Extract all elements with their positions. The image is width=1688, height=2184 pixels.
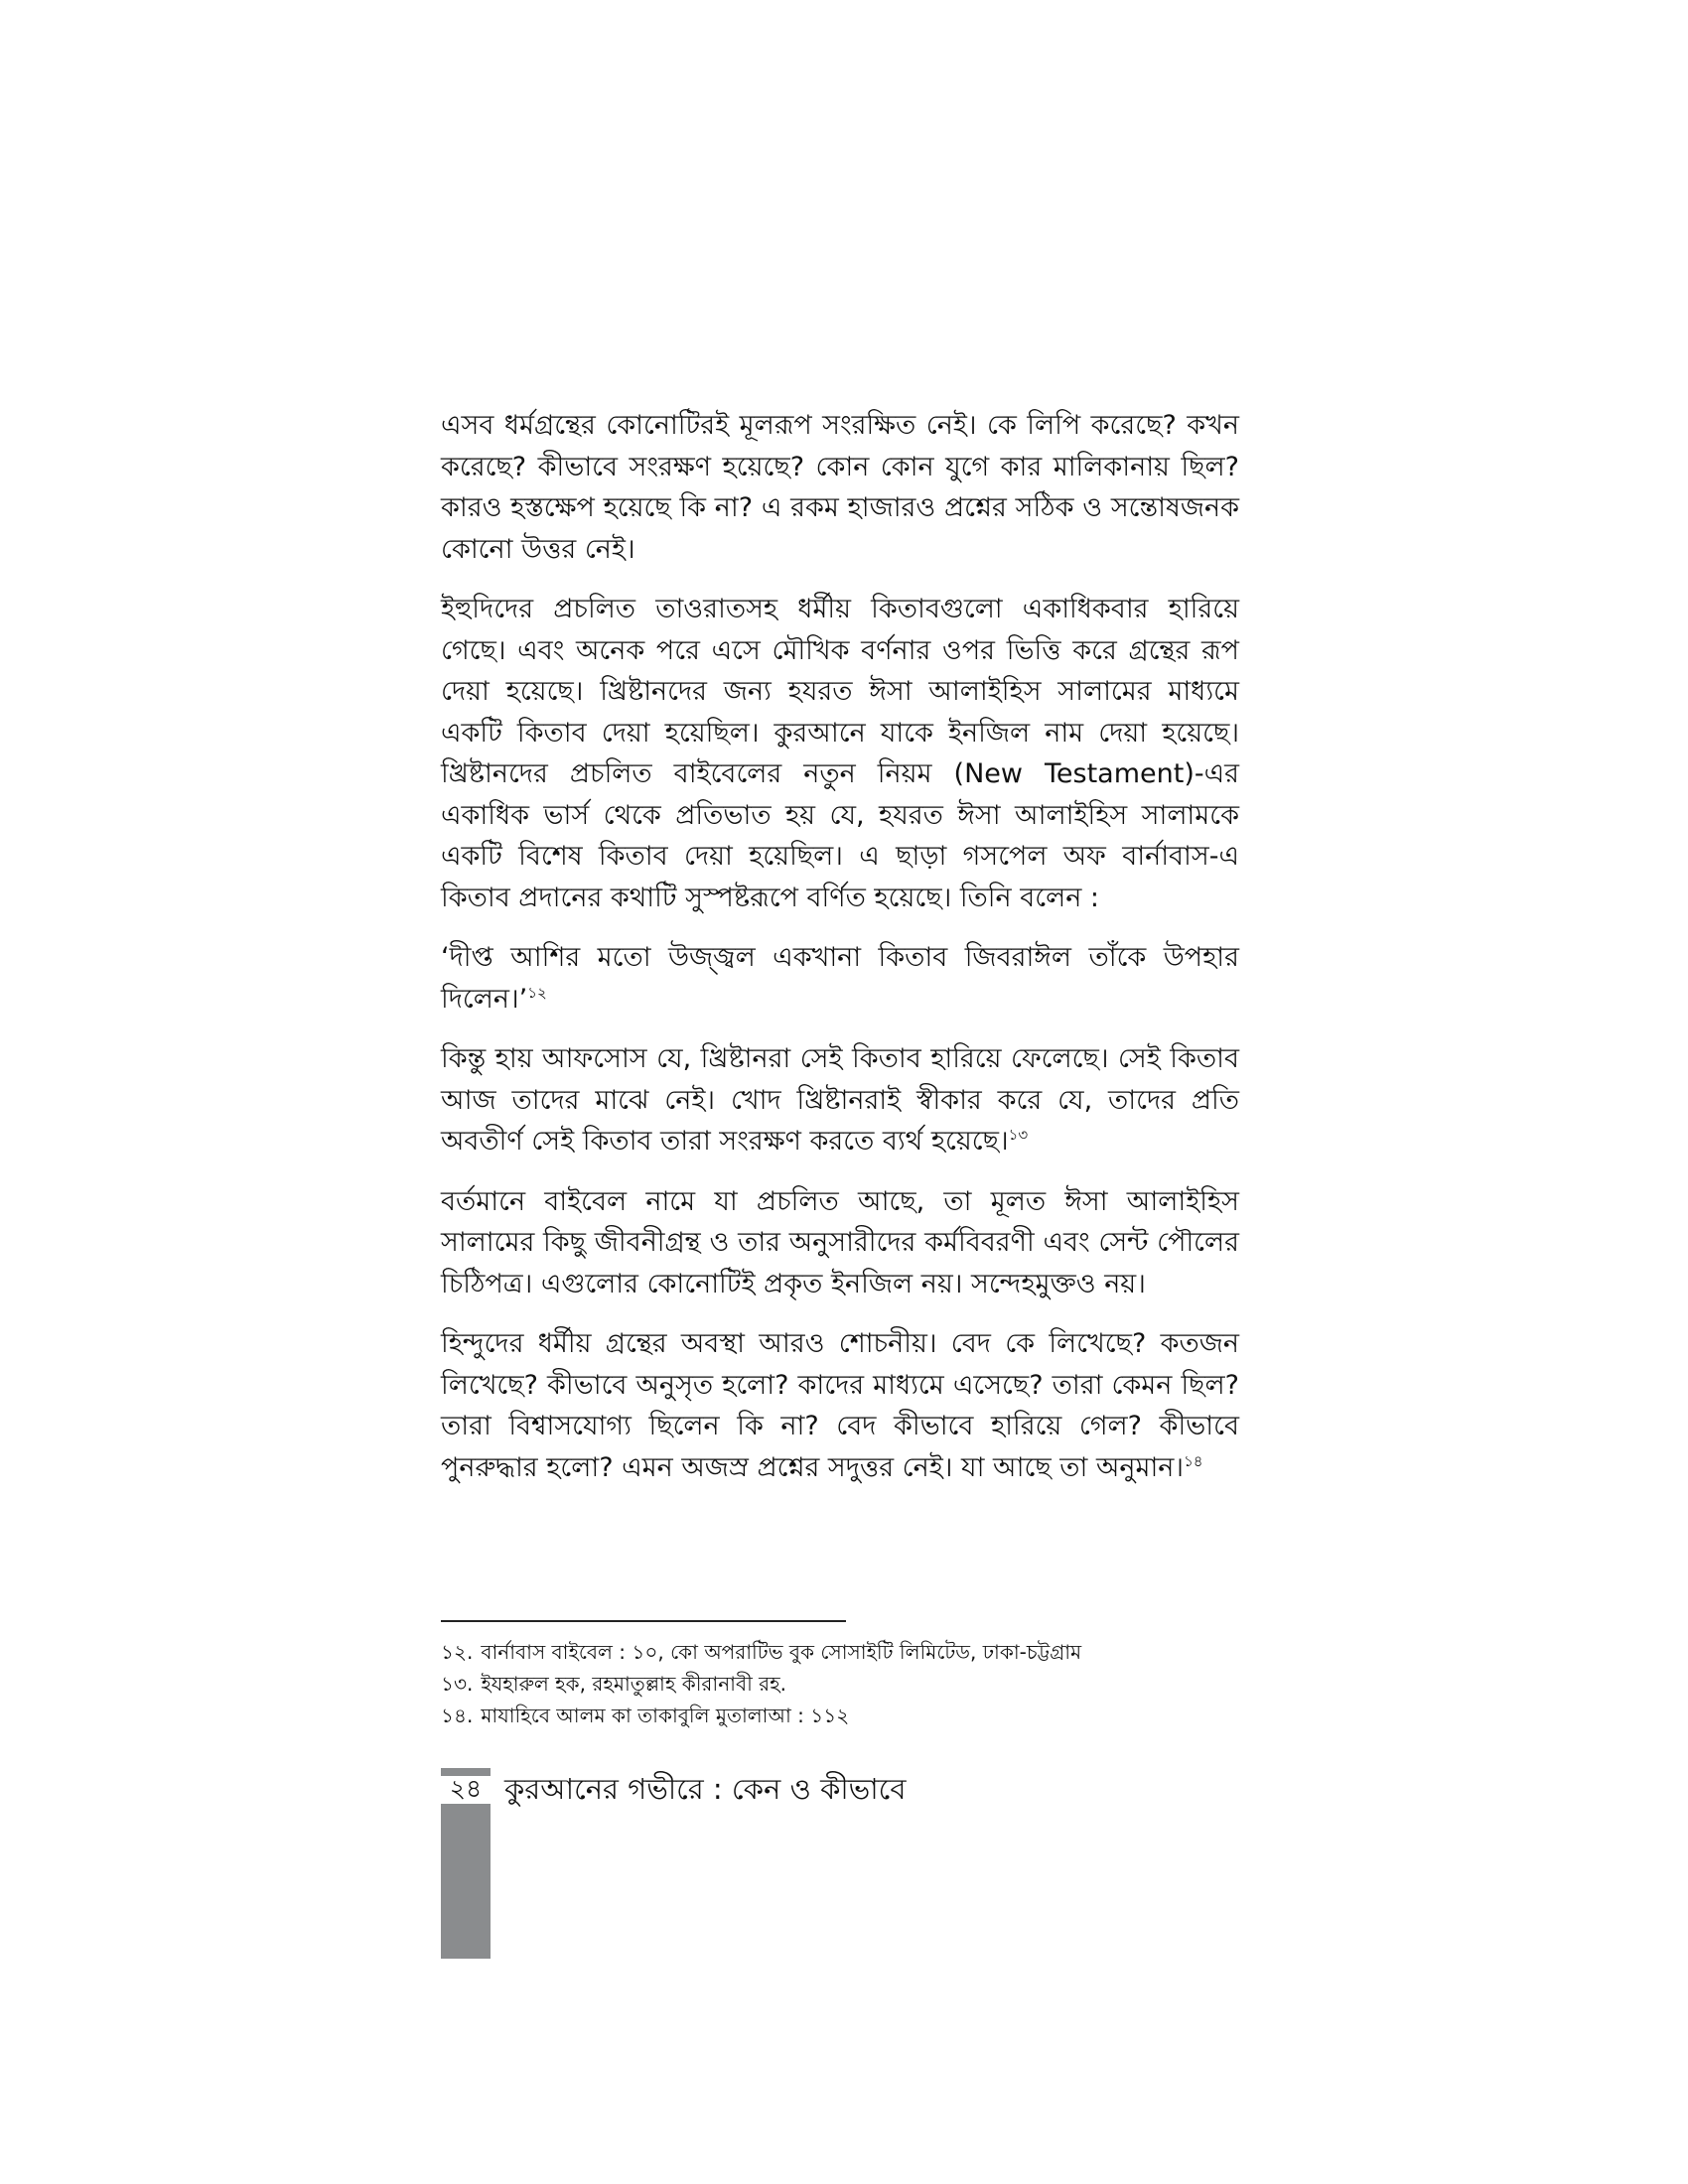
quote-paragraph	[441, 937, 1239, 1020]
paragraph-2: ইহুদিদের প্রচলিত তাওরাতসহ ধর্মীয় কিতাবগুলো একাধিকবার হারিয়ে গেছে। এবং অনেক পরে এসে মৌখিক বর্ণনার ওপর ভিত্তি করে গ্রন্থের রূপ দেয়া হয়েছে। খ্রিষ্টানদের জন্য হযরত ঈসা আলাইহিস সালামের মাধ্যমে একটি কিতাব দেয়া হয়েছিল। কুরআনে যাকে ইনজিল নাম দেয়া হয়েছে। খ্রিষ্টানদের প্রচলিত বাইবেলের নতুন নিয়ম (New Testament)-এর একাধিক ভার্স থেকে প্রতিভাত হয় যে, হযরত ঈসা আলাইহিস সালামকে একটি বিশেষ কিতাব দেয়া হয়েছিল। এ ছাড়া গসপেল অফ বার্নাবাস-এ কিতাব প্রদানের কথাটি সুস্পষ্টরূপে বর্ণিত হয়েছে। তিনি বলেন :	[441, 594, 1239, 913]
paragraph-4	[441, 1038, 1239, 1162]
running-title: কুরআনের গভীরে : কেন ও কীভাবে	[504, 1772, 907, 1806]
footnote-14	[441, 1700, 1239, 1731]
footnote-ref-13: ১৩	[1008, 1126, 1029, 1144]
footnote-text: বার্নাবাস বাইবেল : ১০, কো অপরাটিভ বুক সোসাইটি লিমিটেড, ঢাকা-চট্টগ্রাম	[481, 1640, 1082, 1664]
footnote-text: মাযাহিবে আলম কা তাকাবুলি মুতালাআ : ১১২	[481, 1704, 850, 1727]
footnote-12	[441, 1636, 1239, 1668]
footnote-number: ১৪.	[441, 1704, 474, 1727]
paragraph-4-text: কিন্তু হায় আফসোস যে, খ্রিষ্টানরা সেই কিতাব হারিয়ে ফেলেছে। সেই কিতাব আজ তাদের মাঝে নেই। খোদ খ্রিষ্টানরাই স্বীকার করে যে, তাদের প্রতি অবতীর্ণ সেই কিতাব তারা সংরক্ষণ করতে ব্যর্থ হয়েছে।	[441, 1043, 1239, 1157]
footnote-ref-12: ১২	[527, 983, 547, 1002]
body-text	[441, 405, 1239, 1507]
footnote-divider	[441, 1620, 846, 1622]
paragraph-6	[441, 1323, 1239, 1488]
paragraph-1: এসব ধর্মগ্রন্থের কোনোটিরই মূলরূপ সংরক্ষিত নেই। কে লিপি করেছে? কখন করেছে? কীভাবে সংরক্ষণ হয়েছে? কোন কোন যুগে কার মালিকানায় ছিল? কারও হস্তক্ষেপ হয়েছে কি না? এ রকম হাজারও প্রশ্নের সঠিক ও সন্তোষজনক কোনো উত্তর নেই।	[441, 410, 1239, 565]
footnotes	[441, 1636, 1239, 1731]
footnote-text: ইযহারুল হক, রহমাতুল্লাহ কীরানাবী রহ.	[481, 1672, 787, 1696]
quote-text: ‘দীপ্ত আশির মতো উজ্জ্বল একখানা কিতাব জিবরাঈল তাঁকে উপহার দিলেন।’	[441, 942, 1239, 1015]
paragraph-6-text: হিন্দুদের ধর্মীয় গ্রন্থের অবস্থা আরও শোচনীয়। বেদ কে লিখেছে? কতজন লিখেছে? কীভাবে অনুসৃত হলো? কাদের মাধ্যমে এসেছে? তারা কেমন ছিল? তারা বিশ্বাসযোগ্য ছিলেন কি না? বেদ কীভাবে হারিয়ে গেল? কীভাবে পুনরুদ্ধার হলো? এমন অজস্র প্রশ্নের সদুত্তর নেই। যা আছে তা অনুমান।	[441, 1328, 1239, 1483]
page-number: ২৪	[449, 1774, 483, 1803]
footnote-ref-14: ১৪	[1184, 1451, 1203, 1470]
footnote-number: ১২.	[441, 1640, 474, 1664]
footnote-number: ১৩.	[441, 1672, 474, 1696]
paragraph-5: বর্তমানে বাইবেল নামে যা প্রচলিত আছে, তা মূলত ঈসা আলাইহিস সালামের কিছু জীবনীগ্রন্থ ও তার অনুসারীদের কর্মবিবরণী এবং সেন্ট পৌলের চিঠিপত্র। এগুলোর কোনোটিই প্রকৃত ইনজিল নয়। সন্দেহমুক্তও নয়।	[441, 1185, 1239, 1299]
footer-side-block	[441, 1804, 491, 1959]
footnote-13	[441, 1668, 1239, 1700]
